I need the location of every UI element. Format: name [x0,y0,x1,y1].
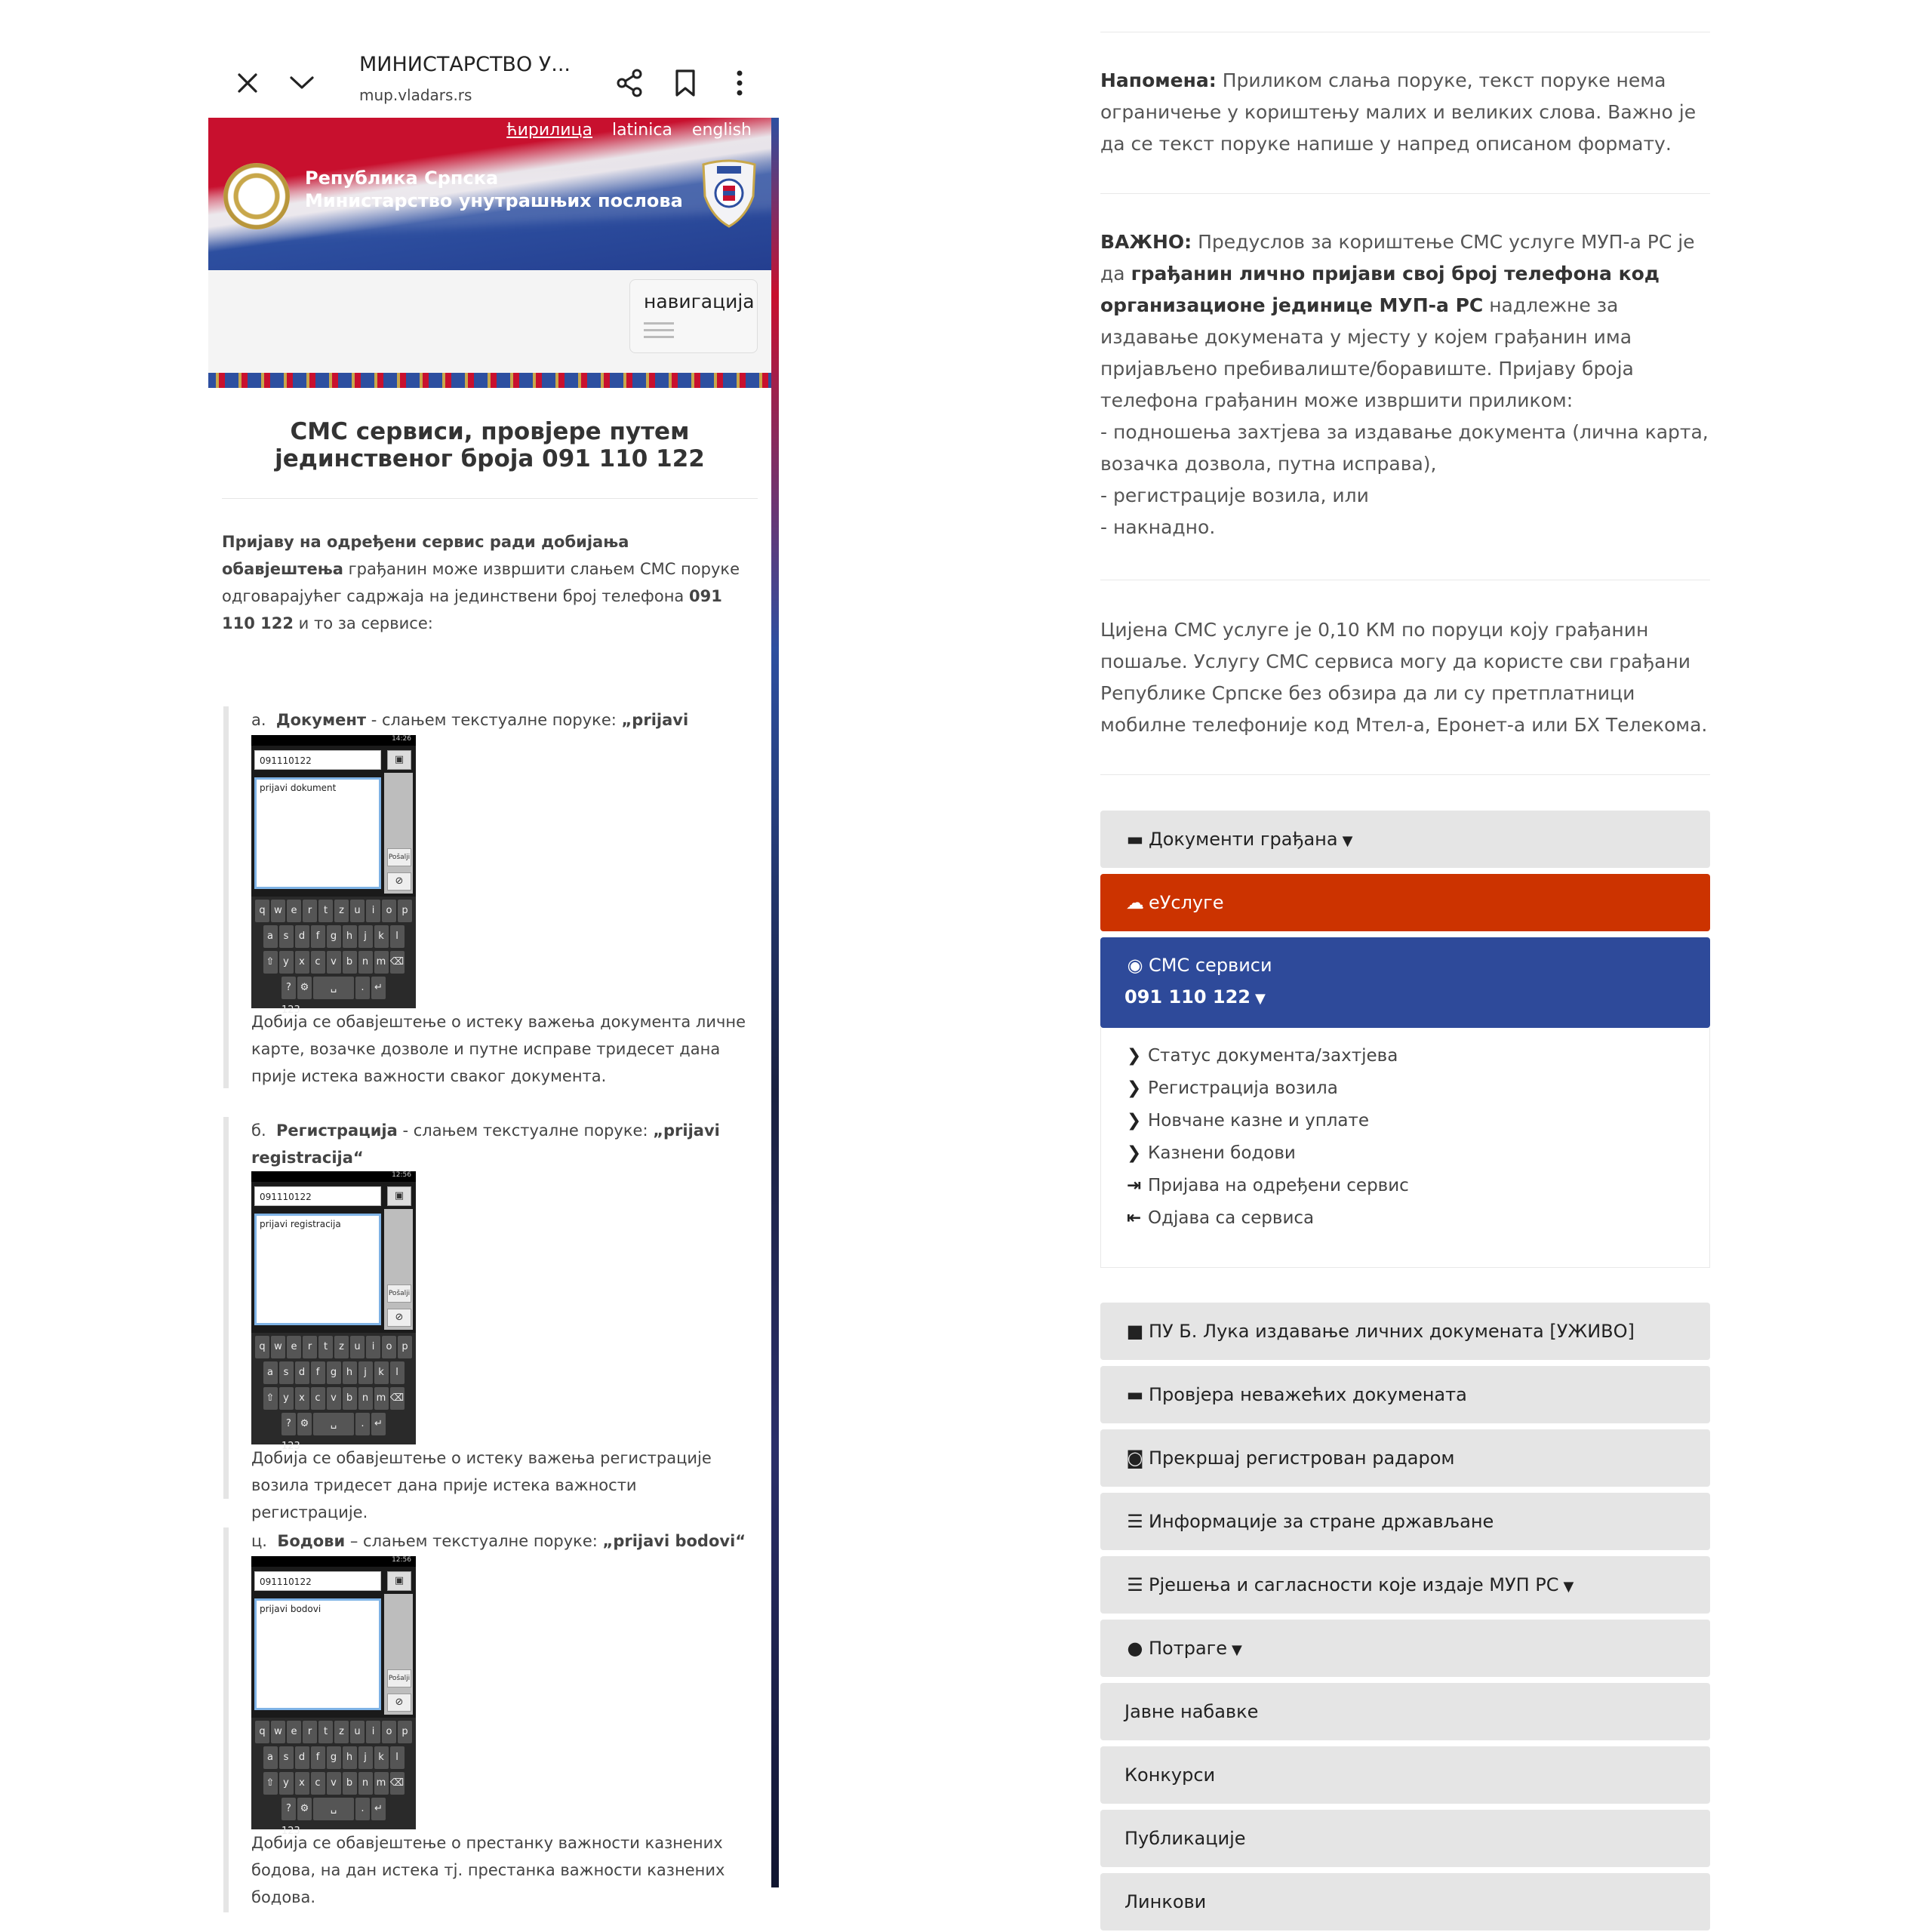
keyboard-key: i [366,1336,380,1358]
camera-icon: ◙ [1126,1447,1144,1469]
keyboard-key: o [382,1336,396,1358]
keyboard-key: r [303,1721,317,1743]
submenu-item[interactable]: ❯ Казнени бодови [1127,1143,1296,1163]
chevron-right-icon: ❯ [1127,1143,1142,1163]
keyboard-key: q [255,1721,269,1743]
keyboard-key: t [318,1336,333,1358]
chevron-down-icon: ▼ [1255,991,1266,1007]
submenu-item[interactable]: ❯ Новчане казне и уплате [1127,1111,1370,1131]
keyboard-key: g [327,1746,341,1769]
navigation-label: навигација [644,291,755,312]
page-continuation [1085,30,1727,1912]
keyboard-key: p [398,1336,412,1358]
navigation-menu-button[interactable] [629,279,758,353]
keyboard-key: d [295,925,309,948]
browser-url: mup.vladars.rs [359,86,472,104]
keyboard-key: ␣ [313,1413,354,1435]
hamburger-icon [644,322,674,343]
menu-decisions[interactable]: ☰ Рјешења и сагласности које издаје МУП РС ▼ [1100,1556,1710,1614]
keyboard-key: l [390,925,405,948]
chevron-down-icon: ▼ [1232,1642,1242,1658]
keyboard-key: j [358,1361,373,1384]
police-badge-logo [700,160,758,228]
keyboard-key: i [366,900,380,922]
keyboard-key: ⇧ [263,951,278,974]
browser-toolbar [208,48,779,118]
menu-searches[interactable]: ● Потраге ▼ [1100,1620,1710,1677]
keyboard-key: w [271,900,285,922]
keyboard-key: s [279,1361,294,1384]
brand-ministry: Министарство унутрашњих послова [305,190,683,211]
keyboard-key: e [287,1721,301,1743]
submenu-item[interactable]: ⇥ Пријава на одређени сервис [1127,1176,1409,1195]
keyboard-key: x [295,1387,309,1410]
keyboard-key: m [374,1772,389,1795]
sign-in-icon: ⇥ [1127,1176,1142,1195]
keyboard-key: i [366,1721,380,1743]
keyboard-key: x [295,1772,309,1795]
keyboard-key: h [343,1361,357,1384]
keyboard-key: k [374,925,389,948]
language-switcher [506,121,752,140]
keyboard-key: j [358,925,373,948]
republic-crest-logo[interactable] [223,163,290,229]
contact-icon: ▣ [387,1186,411,1206]
keyboard-key: ↵ [371,1413,386,1435]
keyboard-key: v [327,1387,341,1410]
sms-screenshot: 12:56 091110122 ▣ prijavi bodovi Pošalji ⊘ q w e r t z u i o p a s d f g h j k l ⇧ y x c v b n m ⌫ ?123 ⚙ ␣ . ↵ [251,1556,416,1829]
keyboard-key: l [390,1361,405,1384]
important-paragraph: ВАЖНО: Предуслов за кориштење СМС услуге МУП-а РС је да грађанин лично пријави свој број телефона код организационе јединице МУП-а РС надлежне за издавање докумената у мјесту у којем грађанин има пријављено пребивалиште/боравиште. Пријаву броја телефона грађанин може извршити приликом: - подношења захтјева за издавање документа (лична карта, возачка дозвола, путна исправа), - регистрације возила, или - накнадно. [1100,231,1709,538]
keyboard-key: v [327,951,341,974]
globe-icon: ◉ [1127,955,1143,976]
keyboard-key: y [279,1772,294,1795]
keyboard-key: d [295,1746,309,1769]
keyboard-key: c [311,951,325,974]
keyboard [251,1718,416,1837]
keyboard-key: e [287,900,301,922]
keyboard-key: g [327,1361,341,1384]
keyboard-key: z [334,1336,349,1358]
lang-cyrillic-link[interactable]: ћирилица [506,121,592,140]
attach-icon: ⊘ [387,1309,411,1327]
service-heading: ц. Бодови – слањем текстуалне поруке: „prijavi bodovi“ [251,1532,746,1550]
keyboard-key: k [374,1361,389,1384]
keyboard-key: f [311,1361,325,1384]
service-points [223,1527,757,1912]
keyboard-key: z [334,1721,349,1743]
keyboard-key: m [374,951,389,974]
keyboard-key: ␣ [313,1798,354,1820]
keyboard-key: ⇧ [263,1772,278,1795]
keyboard-key: a [263,1746,278,1769]
submenu-item[interactable]: ❯ Регистрација возила [1127,1078,1338,1098]
keyboard-key: j [358,1746,373,1769]
keyboard-key: . [355,1798,370,1820]
attach-icon: ⊘ [387,1694,411,1712]
article-content [208,388,771,1906]
keyboard-key: h [343,925,357,948]
user-icon: ● [1127,1638,1143,1659]
note-paragraph: Напомена: Приликом слања поруке, текст поруке нема ограничење у кориштењу малих и великих слова. Важно је да се текст поруке напише у напред описаном формату. [1100,69,1697,155]
keyboard-key: t [318,900,333,922]
sms-number: 091 110 122 [222,587,722,632]
keyboard-key: n [358,951,373,974]
keyboard-key: ↵ [371,977,386,999]
keyboard-key: u [350,1336,365,1358]
background-edge [771,118,779,1887]
keyboard-key: s [279,925,294,948]
brand-republic: Република Српска [305,168,499,189]
service-heading: б. Регистрација - слањем текстуалне поруке: „prijavi registracija“ [251,1121,720,1167]
keyboard-key: ?123 [281,1798,296,1820]
keyboard-key: p [398,1721,412,1743]
sms-screenshot: 12:56 091110122 ▣ prijavi registracija Pošalji ⊘ q w e r t z u i o p a s d f g h j k l ⇧ y x c v b n m ⌫ ?123 ⚙ ␣ . ↵ [251,1171,416,1444]
keyboard-key: c [311,1387,325,1410]
navigation-bar [208,270,779,373]
keyboard-key: r [303,1336,317,1358]
keyboard-key: b [343,951,357,974]
keyboard-key: m [374,1387,389,1410]
service-description: Добија се обавјештење о истеку важења документа личне карте, возачке дозволе и путне исправе тридесет дана прије истека важности сваког документа. [251,1013,746,1085]
site-header-banner [208,118,779,270]
keyboard-key: f [311,1746,325,1769]
browser-page-title: МИНИСТАРСТВО У... [359,53,571,76]
keyboard-key: q [255,1336,269,1358]
submenu-item[interactable]: ⇤ Одјава са сервиса [1127,1208,1315,1228]
service-description: Добија се обавјештење о истеку важења регистрације возила тридесет дана прије истека важности регистрације. [251,1449,712,1521]
keyboard-key: . [355,977,370,999]
keyboard-key: ↵ [371,1798,386,1820]
keyboard-key: u [350,1721,365,1743]
phone-browser-screen [208,48,779,1906]
attach-icon: ⊘ [387,872,411,891]
keyboard-key: a [263,1361,278,1384]
close-icon[interactable] [226,62,269,104]
contact-icon: ▣ [387,750,411,770]
keyboard-key: g [327,925,341,948]
keyboard-key: ␣ [313,977,354,999]
video-camera-icon: ■ [1126,1321,1144,1342]
keyboard-key: l [390,1746,405,1769]
keyboard-key: ⌫ [390,1387,405,1410]
card-icon: ▬ [1126,1384,1144,1405]
keyboard-key: ⇧ [263,1387,278,1410]
price-paragraph: Цијена СМС услуге је 0,10 КМ по поруци коју грађанин пошаље. Услугу СМС сервиса могу да користе сви грађани Републике Српске без обзира да ли су претплатници мобилне телефоније код Мтел-а, Еронет-а или БХ Телекома. [1100,619,1708,736]
menu-live-documents[interactable]: ■ ПУ Б. Лука издавање личних докумената [УЖИВО] [1100,1303,1710,1360]
keyboard-key: p [398,900,412,922]
share-icon[interactable] [608,62,651,104]
keyboard-key: y [279,951,294,974]
divider [1100,193,1710,194]
keyboard-key: a [263,925,278,948]
card-icon: ▬ [1126,829,1144,850]
service-registration [223,1117,757,1521]
keyboard [251,897,416,1016]
keyboard [251,1333,416,1452]
menu-publications[interactable]: Публикације [1100,1810,1710,1867]
keyboard-key: n [358,1387,373,1410]
keyboard-key: r [303,900,317,922]
keyboard-key: ⌫ [390,951,405,974]
keyboard-key: ?123 [281,977,296,999]
keyboard-key: z [334,900,349,922]
sms-screenshot: 14:26 091110122 ▣ prijavi dokument Pošalji ⊘ q w e r t z u i o p a s d f g h j k l ⇧ y x c v b n m ⌫ ?123 ⚙ ␣ . ↵ [251,735,416,1008]
keyboard-key: n [358,1772,373,1795]
sms-submenu [1100,1026,1710,1268]
menu-competitions[interactable]: Конкурси [1100,1746,1710,1804]
menu-sms-services[interactable]: ◉ СМС сервиси 091 110 122 ▼ [1100,937,1710,1028]
keyboard-key: o [382,1721,396,1743]
keyboard-key: o [382,900,396,922]
sign-out-icon: ⇤ [1127,1208,1142,1228]
chevron-right-icon: ❯ [1127,1111,1142,1131]
lang-latin-link[interactable]: latinica [611,121,672,140]
chevron-down-icon: ▼ [1342,833,1353,849]
keyboard-key: . [355,1413,370,1435]
contact-icon: ▣ [387,1571,411,1591]
keyboard-key: x [295,951,309,974]
keyboard-key: k [374,1746,389,1769]
keyboard-key: ⚙ [297,977,312,999]
page-title: СМС сервиси, провјере путем јединственог броја 091 110 122 [275,418,705,472]
keyboard-key: d [295,1361,309,1384]
keyboard-key: f [311,925,325,948]
cloud-icon: ☁ [1126,892,1144,913]
menu-invalid-documents[interactable]: ▬ Провјера неважећих докумената [1100,1366,1710,1423]
service-heading: а. Документ - слањем текстуалне поруке: „prijavi [251,711,689,729]
chevron-right-icon: ❯ [1127,1046,1142,1066]
keyboard-key: ⚙ [297,1798,312,1820]
divider [222,498,758,499]
chevron-right-icon: ❯ [1127,1078,1142,1098]
keyboard-key: y [279,1387,294,1410]
keyboard-key: w [271,1721,285,1743]
menu-radar-offence[interactable]: ◙ Прекршај регистрован радаром [1100,1429,1710,1487]
keyboard-key: e [287,1336,301,1358]
keyboard-key: q [255,900,269,922]
keyboard-key: w [271,1336,285,1358]
bookmark-icon[interactable] [664,62,706,104]
keyboard-key: b [343,1772,357,1795]
submenu-item[interactable]: ❯ Статус документа/захтјева [1127,1046,1398,1066]
menu-documents[interactable]: ▬ Документи грађана ▼ [1100,811,1710,868]
list-icon: ☰ [1127,1574,1143,1595]
chevron-down-icon[interactable] [281,62,323,104]
intro-bold: Пријаву на одређени сервис ради добијања обавјештења [222,533,629,578]
menu-foreigners-info[interactable]: ☰ Информације за стране држављане [1100,1493,1710,1550]
keyboard-key: s [279,1746,294,1769]
service-description: Добија се обавјештење о престанку важности казнених бодова, на дан истека тј. престанка важности казнених бодова. [251,1834,725,1906]
keyboard-key: b [343,1387,357,1410]
menu-links[interactable]: Линкови [1100,1873,1710,1930]
keyboard-key: u [350,900,365,922]
keyboard-key: v [327,1772,341,1795]
keyboard-key: h [343,1746,357,1769]
lang-english-link[interactable]: english [691,121,752,140]
menu-eusluge[interactable]: ☁ еУслуге [1100,874,1710,931]
more-menu-icon[interactable] [718,62,761,104]
intro-paragraph: Пријаву на одређени сервис ради добијања обавјештења грађанин може извршити слањем СМС поруке одговарајућег садржаја на јединствени број телефона 091 110 122 и то за сервисе: [222,533,740,632]
keyboard-key: ⚙ [297,1413,312,1435]
decorative-border [208,373,779,388]
keyboard-key: ?123 [281,1413,296,1435]
keyboard-key: t [318,1721,333,1743]
keyboard-key: ⌫ [390,1772,405,1795]
keyboard-key: c [311,1772,325,1795]
chevron-down-icon: ▼ [1563,1579,1574,1595]
service-document [223,706,757,1088]
divider [1100,774,1710,775]
menu-public-procurement[interactable]: Јавне набавке [1100,1683,1710,1740]
list-icon: ☰ [1127,1511,1143,1532]
